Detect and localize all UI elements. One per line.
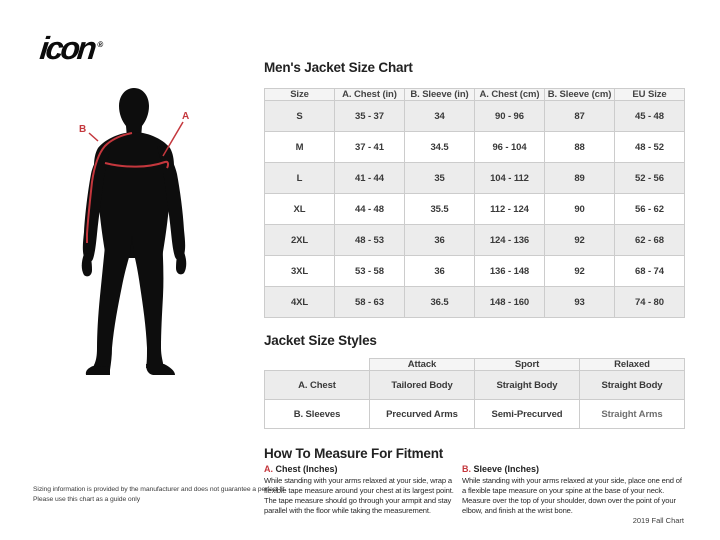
table-cell: 96 - 104: [475, 132, 545, 163]
table-cell: 148 - 160: [475, 287, 545, 318]
table-cell: 92: [545, 225, 615, 256]
table-row: [265, 287, 685, 318]
table-cell: 36.5: [405, 287, 475, 318]
table-cell: Semi-Precurved: [475, 400, 580, 429]
table-row: [265, 225, 685, 256]
table-cell: 35.5: [405, 194, 475, 225]
table-cell: 3XL: [265, 256, 335, 287]
table-cell: L: [265, 163, 335, 194]
table-header-cell: Relaxed: [580, 359, 685, 371]
table-row: [265, 371, 685, 400]
table-cell: 35: [405, 163, 475, 194]
table-row: [265, 400, 685, 429]
chest-instructions-text: While standing with your arms relaxed at your side, wrap a flexible tape measure around your chest at its largest point. The tape measure should go through your armpit and stay parallel with the floor while taking the measurement.: [264, 476, 454, 516]
table-cell: 88: [545, 132, 615, 163]
table-cell: 68 - 74: [615, 256, 685, 287]
styles-table: [264, 358, 685, 429]
table-header-cell: B. Sleeve (cm): [545, 89, 615, 101]
table-cell: 36: [405, 225, 475, 256]
size-chart-table: [264, 88, 685, 318]
sleeve-instructions-label: [462, 464, 684, 474]
sleeve-label-prefix: B.: [462, 464, 471, 474]
table-cell: 112 - 124: [475, 194, 545, 225]
table-cell: 136 - 148: [475, 256, 545, 287]
table-cell: 53 - 58: [335, 256, 405, 287]
table-cell: Straight Body: [475, 371, 580, 400]
table-cell: 48 - 52: [615, 132, 685, 163]
table-cell: 36: [405, 256, 475, 287]
table-cell: Tailored Body: [370, 371, 475, 400]
table-cell: 58 - 63: [335, 287, 405, 318]
chest-instructions: [264, 464, 461, 516]
table-cell: Straight Body: [580, 371, 685, 400]
sleeve-label-leader-line: [89, 133, 98, 141]
table-cell: B. Sleeves: [265, 400, 370, 429]
measurement-label-a: A: [182, 111, 190, 122]
brand-logo: [38, 30, 105, 67]
table-cell: 87: [545, 101, 615, 132]
sleeve-instructions: [462, 464, 684, 516]
chest-label-text: Chest (Inches): [275, 464, 338, 474]
table-cell: 74 - 80: [615, 287, 685, 318]
table-cell: 34: [405, 101, 475, 132]
table-cell: 90 - 96: [475, 101, 545, 132]
table-header-row: [265, 359, 685, 371]
table-cell: A. Chest: [265, 371, 370, 400]
table-cell: 52 - 56: [615, 163, 685, 194]
styles-title: Jacket Size Styles: [264, 333, 377, 348]
table-cell: 93: [545, 287, 615, 318]
table-cell: 41 - 44: [335, 163, 405, 194]
sleeve-label-text: Sleeve (Inches): [473, 464, 540, 474]
table-header-cell: A. Chest (in): [335, 89, 405, 101]
table-cell: 56 - 62: [615, 194, 685, 225]
registered-mark: ®: [96, 40, 104, 50]
table-cell: 62 - 68: [615, 225, 685, 256]
table-cell: 34.5: [405, 132, 475, 163]
table-cell: Straight Arms: [580, 400, 685, 429]
table-cell: 104 - 112: [475, 163, 545, 194]
table-header-cell: Sport: [475, 359, 580, 371]
body-silhouette: [70, 86, 200, 378]
sleeve-instructions-text: While standing with your arms relaxed at your side, place one end of a flexible tape measure on your spine at the base of your neck. Measure over the top of your shoulder, down over the point of your elbow, and finish at the wrist bone.: [462, 476, 682, 516]
table-row: [265, 132, 685, 163]
table-cell: 92: [545, 256, 615, 287]
table-header-cell: Size: [265, 89, 335, 101]
table-cell: M: [265, 132, 335, 163]
disclaimer: [33, 485, 286, 505]
measurement-figure: [70, 86, 200, 378]
table-cell: 124 - 136: [475, 225, 545, 256]
size-chart-title: Men's Jacket Size Chart: [264, 60, 413, 75]
table-cell: 35 - 37: [335, 101, 405, 132]
table-header-cell: Attack: [370, 359, 475, 371]
table-cell: 48 - 53: [335, 225, 405, 256]
measurement-label-b: B: [79, 124, 87, 135]
table-header-cell: A. Chest (cm): [475, 89, 545, 101]
table-header-row: [265, 89, 685, 101]
disclaimer-line-2: Please use this chart as a guide only: [33, 496, 141, 504]
disclaimer-line-1: Sizing information is provided by the manufacturer and does not guarantee a perfect fit.: [33, 486, 287, 493]
table-header-cell: [265, 359, 370, 371]
table-row: [265, 256, 685, 287]
table-cell: 37 - 41: [335, 132, 405, 163]
chart-version: 2019 Fall Chart: [632, 516, 684, 525]
brand-logo-text: icon: [38, 30, 96, 66]
figure-head: [119, 88, 149, 138]
table-cell: XL: [265, 194, 335, 225]
table-cell: S: [265, 101, 335, 132]
table-cell: Precurved Arms: [370, 400, 475, 429]
table-cell: 45 - 48: [615, 101, 685, 132]
table-cell: 44 - 48: [335, 194, 405, 225]
table-header-cell: EU Size: [615, 89, 685, 101]
table-cell: 2XL: [265, 225, 335, 256]
table-row: [265, 101, 685, 132]
table-cell: 89: [545, 163, 615, 194]
chest-instructions-label: [264, 464, 461, 474]
table-row: [265, 163, 685, 194]
table-row: [265, 194, 685, 225]
table-header-cell: B. Sleeve (in): [405, 89, 475, 101]
measure-title: How To Measure For Fitment: [264, 446, 444, 461]
table-cell: 90: [545, 194, 615, 225]
table-cell: 4XL: [265, 287, 335, 318]
chest-label-prefix: A.: [264, 464, 273, 474]
chest-label-leader-line: [163, 122, 183, 156]
